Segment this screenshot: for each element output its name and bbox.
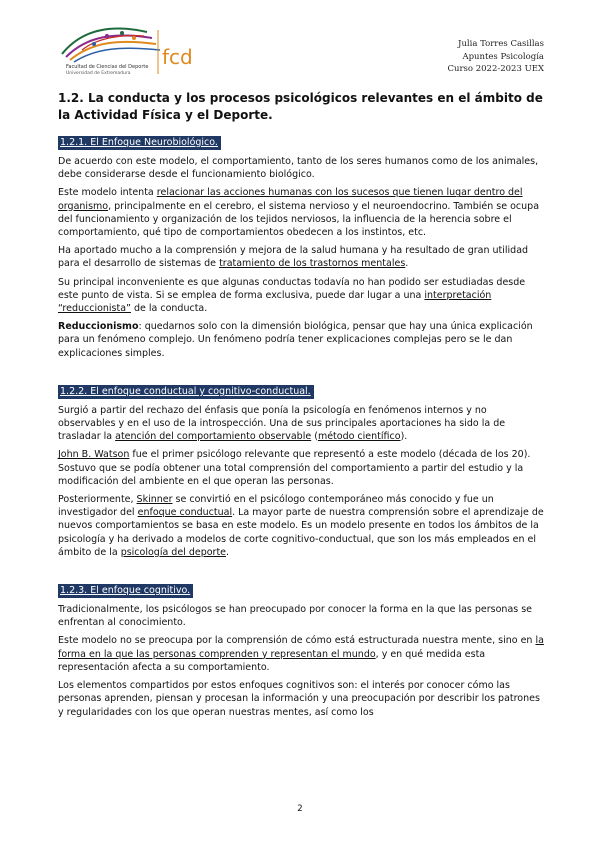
paragraph: Su principal inconveniente es que algunas conductas todavía no han podido ser estudiadas desde este punto de vista. Si se emplea de forma exclusiva, puede dar lugar a una interpretación “reduccionista” de la conducta. xyxy=(58,276,526,315)
section-heading-cognitive: 1.2.3. El enfoque cognitivo. xyxy=(58,584,193,598)
paragraph: John B. Watson fue el primer psicólogo relevante que representó a este modelo (década de los 20). Sostuvo que se podía obtener una total comprensión del comportamiento a partir del estudio y la modificación del ambiente en el que operan las personas. xyxy=(58,449,531,487)
paragraph-definition: Reduccionismo: quedarnos solo con la dimensión biológica, pensar que hay una única explicación para un fenómeno complejo. Un fenómeno podría tener explicaciones complejas pero se le dan explicaciones simples. xyxy=(58,321,533,359)
paragraph: Los elementos compartidos por estos enfoques cognitivos son: el interés por conocer cómo las personas aprenden, piensan y procesan la información y una preocupación por describir los patrones y regularidades con los que operan nuestras mentes, así como los xyxy=(58,680,540,718)
faculty-logo xyxy=(52,24,212,80)
paragraph: De acuerdo con este modelo, el comportamiento, tanto de los seres humanos como de los animales, debe considerarse desde el funcionamiento biológico. xyxy=(58,156,539,181)
paragraph: Surgió a partir del rechazo del énfasis que ponía la psicología en fenómenos internos y no observables y en el uso de la introspección. Una de sus principales aportaciones ha sido la de trasladar la atención del comportamiento observable (método científico). xyxy=(58,404,506,443)
header-info xyxy=(448,38,544,76)
paragraph: Este modelo intenta relacionar las acciones humanas con los sucesos que tienen lugar dentro del organismo, principalmente en el cerebro, el sistema nervioso y el neuroendocrino. También se ocupa del funcionamiento y organización de los tejidos nerviosos, la influencia de la herencia sobre el comportamiento, qué tipo de comportamientos obedecen a los instintos, etc. xyxy=(58,187,540,239)
subject-name: Apuntes Psicología xyxy=(462,51,544,62)
svg-text:fcd: fcd xyxy=(162,45,193,69)
paragraph: Ha aportado mucho a la comprensión y mejora de la salud humana y ha resultado de gran utilidad para el desarrollo de sistemas de tratamiento de los trastornos mentales. xyxy=(58,245,529,270)
page-title: 1.2. La conducta y los procesos psicológicos relevantes en el ámbito de la Actividad Física y el Deporte. xyxy=(58,91,543,122)
page-number: 2 xyxy=(297,804,303,814)
logo-swirl-icon xyxy=(62,28,160,62)
author-name: Julia Torres Casillas xyxy=(458,39,544,49)
svg-text:Universidad de Extremadura: Universidad de Extremadura xyxy=(66,71,131,76)
svg-text:Facultad de Ciencias del Depor: Facultad de Ciencias del Deporte xyxy=(66,64,149,70)
section-heading-behavioral: 1.2.2. El enfoque conductual y cognitivo-conductual. xyxy=(58,385,314,399)
paragraph: Posteriormente, Skinner se convirtió en el psicólogo contemporáneo más conocido y fue un investigador del enfoque conductual. La mayor parte de nuestra comprensión sobre el aprendizaje de nuevos comportamientos se basa en este modelo. Es un modelo presente en todos los ámbitos de la psicología y ha derivado a modelos de corte cognitivo-conductual, que son los más empleados en el ámbito de la psicología del deporte. xyxy=(58,494,544,558)
section-heading-neurobiological: 1.2.1. El Enfoque Neurobiológico. xyxy=(58,136,221,150)
paragraph: Este modelo no se preocupa por la comprensión de cómo está estructurada nuestra mente, sino en la forma en la que las personas comprenden y representan el mundo, y en qué medida esta representación afecta a su comportamiento. xyxy=(58,635,544,673)
document-body xyxy=(58,90,544,724)
paragraph: Tradicionalmente, los psicólogos se han preocupado por conocer la forma en la que las personas se enfrentan al conocimiento. xyxy=(58,604,533,629)
course-name: Curso 2022-2023 UEX xyxy=(447,64,544,74)
